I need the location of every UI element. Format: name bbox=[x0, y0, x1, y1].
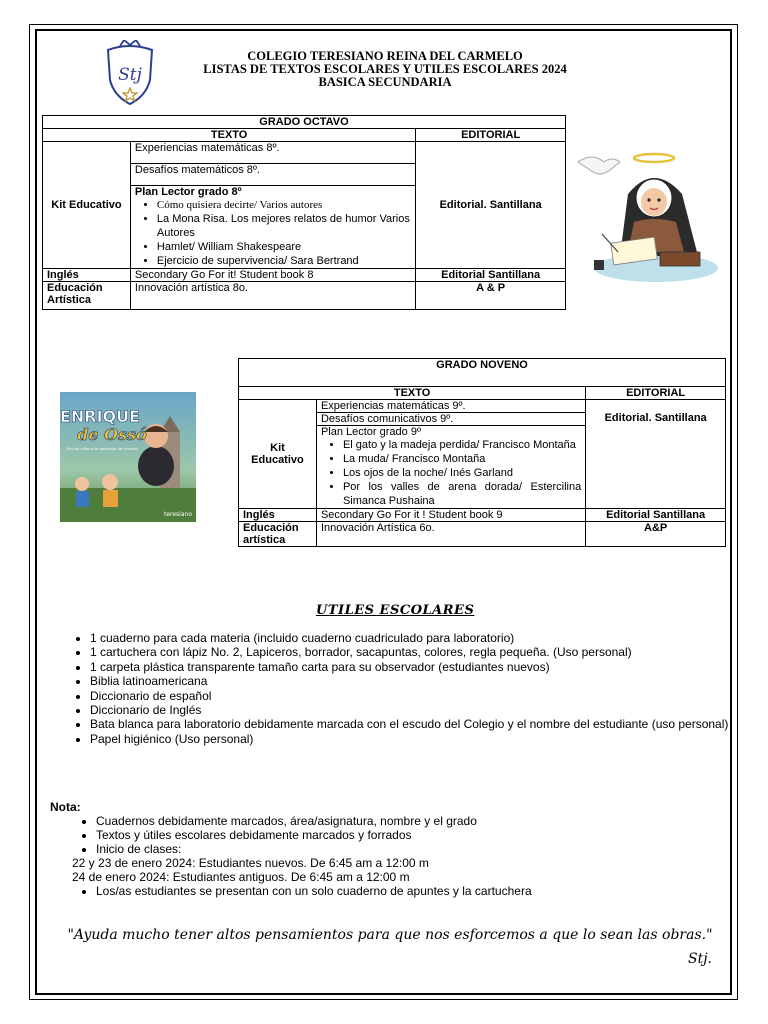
utiles-list bbox=[60, 631, 750, 746]
kit-editorial: Editorial. Santillana bbox=[586, 400, 726, 509]
nota-item: • Los/as estudiantes se presentan con un solo cuaderno de apuntes y la cartuchera bbox=[96, 884, 736, 898]
kit-item-2: Desafíos comunicativos 9º. bbox=[316, 413, 585, 426]
plan-lector-cell bbox=[130, 186, 415, 269]
arte-label: Educación Artística bbox=[43, 282, 131, 310]
plan-book: • Ejercicio de supervivencia/ Sara Bertrand bbox=[157, 254, 411, 268]
ingles-text: Secondary Go For it ! Student book 9 bbox=[316, 509, 585, 522]
plan-lector-title: Plan Lector grado 8º bbox=[134, 186, 242, 198]
plan-book: • El gato y la madeja perdida/ Francisco Montaña bbox=[343, 438, 581, 452]
grado-octavo-title: GRADO OCTAVO bbox=[43, 116, 566, 129]
col-texto-header: TEXTO bbox=[239, 387, 586, 400]
plan-lector-cell bbox=[316, 426, 585, 509]
enrique-de-osso-book-cover bbox=[60, 392, 196, 522]
nota-item: • Cuadernos debidamente marcados, área/asignatura, nombre y el grado bbox=[96, 814, 736, 828]
plan-lector-title: Plan Lector grado 9º bbox=[320, 426, 421, 438]
cover-subtitle: ¡Por los niños a la conquista del mundo! bbox=[65, 447, 139, 451]
grado-octavo-table bbox=[42, 115, 566, 310]
col-editorial-header: EDITORIAL bbox=[586, 387, 726, 400]
utiles-item: • 1 cartuchera con lápiz No. 2, Lapiceros, borrador, sacapuntas, colores, regla pequeña. (Uso personal) bbox=[90, 645, 750, 659]
nota-inicio-date: 22 y 23 de enero 2024: Estudiantes nuevos. De 6:45 am a 12:00 m bbox=[72, 856, 429, 870]
ingles-editorial: Editorial Santillana bbox=[416, 269, 566, 282]
school-crest-logo bbox=[100, 40, 160, 106]
plan-book: • La muda/ Francisco Montaña bbox=[343, 452, 581, 466]
arte-label: Educación artística bbox=[239, 522, 317, 547]
utiles-item: • Papel higiénico (Uso personal) bbox=[90, 732, 750, 746]
col-texto-header: TEXTO bbox=[43, 129, 416, 142]
ingles-label: Inglés bbox=[239, 509, 317, 522]
ingles-editorial: Editorial Santillana bbox=[586, 509, 726, 522]
grado-noveno-title: GRADO NOVENO bbox=[239, 359, 726, 387]
nota-item-inicio bbox=[96, 842, 736, 856]
header-level: BASICA SECUNDARIA bbox=[318, 75, 452, 89]
kit-item-1: Experiencias matemáticas 8º. bbox=[130, 142, 415, 164]
header-list-title: LISTAS DE TEXTOS ESCOLARES Y UTILES ESCOLARES 2024 bbox=[203, 62, 567, 76]
quote-signature: Stj. bbox=[687, 951, 712, 967]
document-header bbox=[160, 50, 610, 89]
closing-quote: "Ayuda mucho tener altos pensamientos para que nos esforcemos a que lo sean las obras." bbox=[67, 927, 713, 943]
nota-list bbox=[70, 814, 736, 898]
kit-educativo-label: Kit Educativo bbox=[239, 400, 317, 509]
kit-item-1: Experiencias matemáticas 9º. bbox=[316, 400, 585, 413]
plan-lector-list bbox=[135, 198, 411, 268]
utiles-item: • Bata blanca para laboratorio debidamente marcada con el escudo del Colegio y el nombre del estudiante (uso personal) bbox=[90, 717, 750, 731]
nota-label: Nota: bbox=[50, 800, 81, 814]
utiles-item: • Biblia latinoamericana bbox=[90, 674, 750, 688]
nota-item: • Textos y útiles escolares debidamente marcados y forrados bbox=[96, 828, 736, 842]
nota-inicio-label: Inicio de clases: bbox=[96, 842, 182, 856]
nun-writing-illustration bbox=[572, 148, 724, 286]
cover-title-line1: ENRIQUE bbox=[60, 407, 141, 426]
utiles-title: UTILES ESCOLARES bbox=[316, 603, 475, 618]
plan-book: • Por los valles de arena dorada/ Estercilina Simanca Pushaina bbox=[343, 480, 581, 508]
col-editorial-header: EDITORIAL bbox=[416, 129, 566, 142]
utiles-item: • Diccionario de Inglés bbox=[90, 703, 750, 717]
arte-editorial: A&P bbox=[586, 522, 726, 547]
plan-book: • La Mona Risa. Los mejores relatos de humor Varios Autores bbox=[157, 212, 411, 240]
arte-text: Innovación Artística 6o. bbox=[316, 522, 585, 547]
ingles-text: Secondary Go For it! Student book 8 bbox=[130, 269, 415, 282]
grado-noveno-table bbox=[238, 358, 726, 547]
header-school-name: COLEGIO TERESIANO REINA DEL CARMELO bbox=[247, 49, 523, 63]
utiles-item: • 1 cuaderno para cada materia (incluido cuaderno cuadriculado para laboratorio) bbox=[90, 631, 750, 645]
plan-lector-list bbox=[321, 438, 581, 508]
plan-book: • Hamlet/ William Shakespeare bbox=[157, 240, 411, 254]
nota-inicio-date: 24 de enero 2024: Estudiantes antiguos. De 6:45 am a 12:00 m bbox=[72, 870, 410, 884]
cover-title-line2: de Ossó bbox=[77, 425, 147, 444]
utiles-item: • 1 carpeta plástica transparente tamaño carta para su observador (estudiantes nuevos) bbox=[90, 660, 750, 674]
plan-book: • Cómo quisiera decirte/ Varios autores bbox=[157, 198, 411, 212]
crest-monogram: Stj bbox=[118, 65, 142, 85]
arte-text: Innovación artística 8o. bbox=[130, 282, 415, 310]
arte-editorial: A & P bbox=[416, 282, 566, 310]
kit-educativo-label: Kit Educativo bbox=[43, 142, 131, 269]
kit-editorial: Editorial. Santillana bbox=[416, 142, 566, 269]
cover-publisher: teresiano bbox=[163, 511, 193, 518]
utiles-item: • Diccionario de español bbox=[90, 689, 750, 703]
plan-book: • Los ojos de la noche/ Inés Garland bbox=[343, 466, 581, 480]
kit-item-2: Desafíos matemáticos 8º. bbox=[130, 164, 415, 186]
ingles-label: Inglés bbox=[43, 269, 131, 282]
